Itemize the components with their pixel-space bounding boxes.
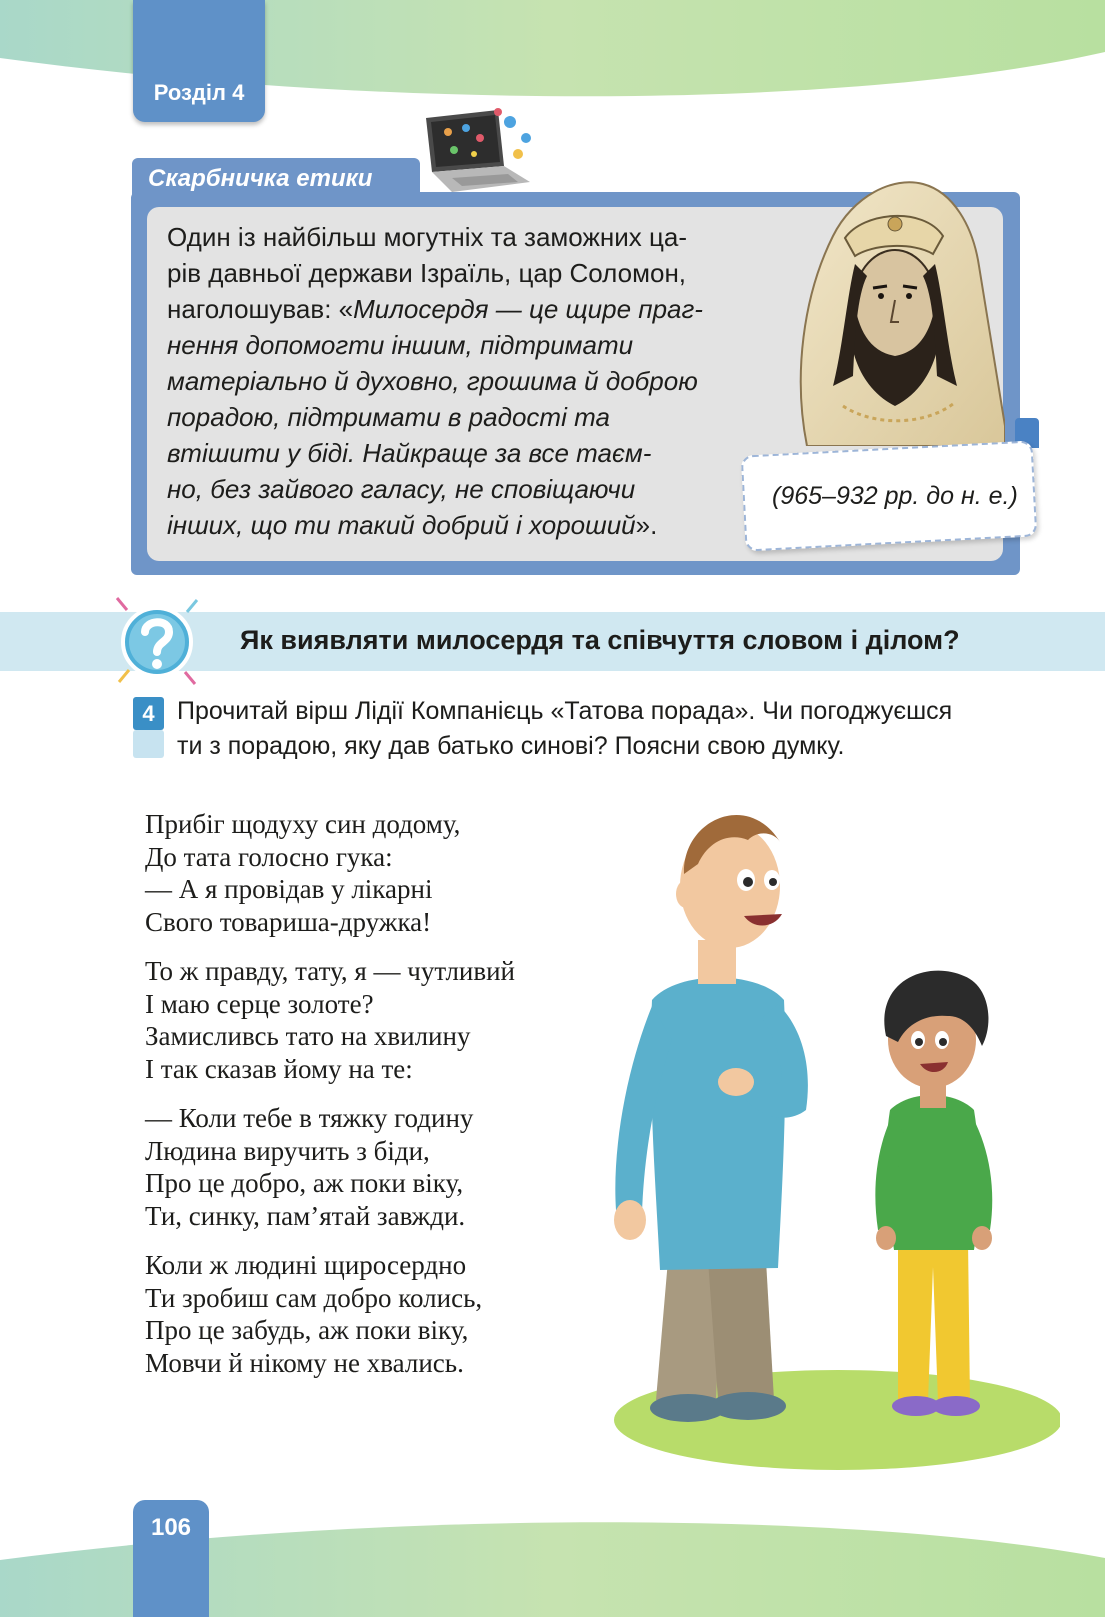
ethics-box-title-tab	[132, 158, 420, 200]
quote-line: матеріально й духовно, грошима й доброю	[167, 366, 698, 396]
page-number-tab	[133, 1500, 209, 1617]
chapter-tab	[133, 0, 265, 122]
text-fragment: наголошував: «	[167, 294, 354, 324]
poem-line: Про це добро, аж поки віку,	[145, 1168, 464, 1198]
quote-line: порадою, підтримати в радості та	[167, 402, 610, 432]
poem-line: Замисливсь тато на хвилину	[145, 1021, 471, 1051]
ethics-box-title: Скарбничка етики	[148, 165, 373, 192]
poem-line: — А я провідав у лікарні	[145, 874, 433, 904]
poem-line: До тата голосно гука:	[145, 841, 393, 872]
text-line: рів давньої держави Ізраїль, цар Соломон,	[167, 258, 687, 288]
task-line: ти з порадою, яку дав батько синові? Поясни свою думку.	[177, 732, 845, 760]
reign-dates: (965–932 рр. до н. е.)	[772, 482, 1018, 510]
poem-stanza	[145, 955, 625, 1085]
poem-line: Ти, синку, пам’ятай завжди.	[145, 1200, 466, 1231]
quote-line: втішити у біді. Найкраще за все таєм-	[167, 438, 652, 468]
poem-stanza	[145, 808, 625, 938]
poem-line: Про це забудь, аж поки віку,	[145, 1315, 469, 1345]
question-mark-icon	[111, 596, 203, 688]
father-and-son-illustration	[598, 790, 1060, 1480]
quote-line: нення допомогти іншим, підтримати	[167, 330, 634, 360]
quote-line: но, без зайвого галасу, не сповіщаючи	[167, 474, 636, 504]
poem-line: Прибіг щодуху син додому,	[145, 809, 461, 839]
page-number: 106	[150, 1514, 192, 1541]
poem	[145, 808, 625, 1396]
text-line	[167, 507, 757, 543]
section-heading: Як виявляти милосердя та співчуття словом і ділом?	[240, 625, 960, 655]
laptop-icon	[418, 108, 540, 194]
quote-fragment: Милосердя — це щире праг-	[353, 294, 703, 324]
poem-line: Людина виручить з біди,	[145, 1135, 430, 1166]
poem-stanza	[145, 1249, 625, 1379]
task-line: Прочитай вірш Лідії Компанієць «Татова порада». Чи погоджуєшся	[177, 697, 953, 725]
poem-line: Коли ж людині щиросердно	[145, 1250, 467, 1280]
text-line	[167, 291, 757, 327]
poem-line: Мовчи й нікому не хвались.	[145, 1347, 464, 1378]
task-number-shadow	[133, 730, 164, 758]
task-text	[177, 694, 1057, 764]
task-number: 4	[133, 697, 164, 730]
poem-line: — Коли тебе в тяжку годину	[145, 1103, 474, 1133]
ethics-quote-text	[167, 219, 757, 543]
poem-line: І так сказав йому на те:	[145, 1053, 413, 1084]
chapter-label: Розділ 4	[153, 80, 245, 105]
poem-line: Ти зробиш сам добро колись,	[145, 1282, 483, 1313]
king-solomon-portrait	[783, 176, 1005, 446]
poem-line: І маю серце золоте?	[145, 988, 374, 1019]
poem-line: Свого товариша-дружка!	[145, 906, 432, 937]
text-fragment: ».	[635, 510, 658, 540]
text-line: Один із найбільш могутніх та заможних ца-	[167, 222, 687, 252]
quote-fragment: інших, що ти такий добрий і хороший	[167, 510, 636, 540]
poem-stanza	[145, 1102, 625, 1232]
poem-line: То ж правду, тату, я — чутливий	[145, 956, 516, 986]
